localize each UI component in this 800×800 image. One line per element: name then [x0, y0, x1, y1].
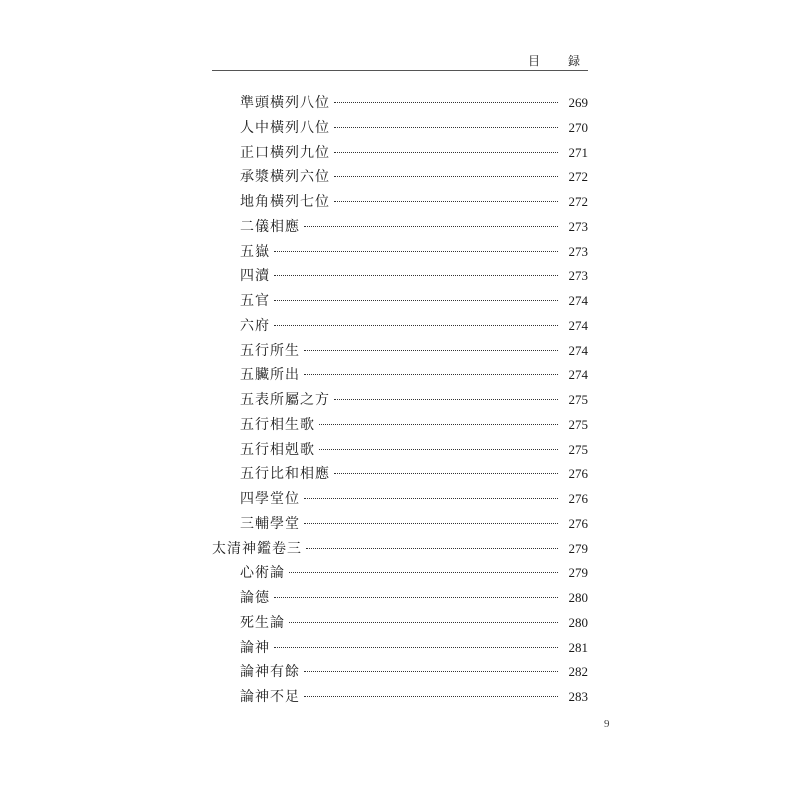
toc-entry-page: 270	[568, 119, 588, 135]
toc-entry	[212, 686, 588, 711]
toc-entry-page: 275	[568, 441, 588, 457]
dot-leader	[274, 275, 558, 276]
dot-leader	[334, 152, 558, 153]
toc-entry-title: 論神有餘	[240, 664, 300, 681]
toc-entry-page: 280	[568, 614, 588, 630]
toc-entry	[212, 364, 588, 389]
toc-entry-page: 274	[568, 342, 588, 358]
toc-entry-title: 死生論	[240, 614, 285, 631]
toc-entry-title: 準頭橫列八位	[240, 95, 330, 111]
toc-entry	[212, 463, 588, 488]
toc-entry	[212, 191, 588, 216]
toc-entry-title: 太清神鑑卷三	[212, 540, 302, 557]
toc-entry-page: 283	[568, 689, 588, 704]
toc-entry-title: 論神不足	[240, 689, 300, 705]
toc-entry	[212, 587, 588, 612]
dot-leader	[334, 102, 558, 103]
toc-entry-title: 五表所屬之方	[240, 392, 330, 408]
toc-entry	[212, 414, 588, 439]
dot-leader	[274, 251, 558, 252]
dot-leader	[289, 572, 558, 573]
toc-entry	[212, 488, 588, 513]
toc-entry-title: 五官	[240, 293, 270, 309]
toc-entry	[212, 340, 588, 365]
toc-entry-title: 四學堂位	[240, 491, 300, 507]
toc-entry-page: 279	[568, 565, 588, 581]
toc-entry-page: 276	[568, 466, 588, 482]
toc-entry-page: 269	[568, 95, 588, 110]
toc-entry-page: 274	[568, 317, 588, 333]
running-header: 目 録	[527, 54, 588, 68]
dot-leader	[319, 424, 558, 425]
dot-leader	[304, 374, 558, 375]
toc-entry-page: 273	[568, 218, 588, 234]
toc-entry-title: 二儀相應	[240, 218, 300, 235]
dot-leader	[319, 449, 558, 450]
toc-entry-title: 四瀆	[240, 268, 270, 285]
toc-entry	[212, 166, 588, 191]
toc-entry	[212, 315, 588, 340]
toc-entry	[212, 513, 588, 538]
dot-leader	[274, 300, 558, 301]
dot-leader	[274, 325, 558, 326]
toc-entry	[212, 538, 588, 563]
dot-leader	[304, 226, 558, 227]
dot-leader	[274, 647, 558, 648]
dot-leader	[289, 622, 558, 623]
toc-entry-page: 275	[568, 416, 588, 432]
dot-leader	[304, 696, 558, 697]
toc-entry-page: 272	[568, 169, 588, 185]
toc-entry-title: 五行所生	[240, 342, 300, 359]
toc-entry-title: 論德	[240, 590, 270, 606]
toc-entry	[212, 612, 588, 637]
table-of-contents	[212, 92, 588, 711]
toc-entry-page: 274	[568, 367, 588, 383]
toc-entry-page: 272	[568, 194, 588, 209]
dot-leader	[334, 399, 558, 400]
toc-entry-title: 五行相生歌	[240, 416, 315, 433]
toc-entry	[212, 637, 588, 662]
dot-leader	[304, 498, 558, 499]
toc-entry-page: 282	[568, 664, 588, 680]
toc-entry	[212, 661, 588, 686]
toc-entry	[212, 241, 588, 266]
page-number: 9	[604, 718, 610, 730]
dot-leader	[304, 523, 558, 524]
toc-entry-title: 五行比和相應	[240, 466, 330, 483]
toc-entry	[212, 389, 588, 414]
toc-entry-page: 276	[568, 515, 588, 531]
toc-entry-title: 五嶽	[240, 243, 270, 260]
toc-entry	[212, 562, 588, 587]
dot-leader	[304, 350, 558, 351]
dot-leader	[334, 176, 558, 177]
toc-entry-title: 心術論	[240, 565, 285, 582]
toc-entry	[212, 117, 588, 142]
toc-entry-page: 273	[568, 243, 588, 259]
toc-entry-title: 六府	[240, 317, 270, 334]
toc-entry	[212, 92, 588, 117]
toc-entry-page: 275	[568, 392, 588, 407]
toc-entry-title: 正口橫列九位	[240, 144, 330, 161]
toc-entry-page: 276	[568, 491, 588, 506]
toc-entry-title: 論神	[240, 639, 270, 656]
toc-entry-page: 281	[568, 639, 588, 655]
toc-entry-title: 承漿橫列六位	[240, 169, 330, 186]
toc-entry-title: 地角橫列七位	[240, 194, 330, 210]
toc-entry-page: 280	[568, 590, 588, 605]
toc-entry-title: 五行相剋歌	[240, 441, 315, 458]
toc-entry-page: 271	[568, 144, 588, 160]
toc-entry	[212, 142, 588, 167]
dot-leader	[334, 201, 558, 202]
dot-leader	[304, 671, 558, 672]
toc-entry	[212, 290, 588, 315]
toc-entry-page: 279	[568, 540, 588, 556]
toc-entry-page: 273	[568, 268, 588, 284]
toc-entry	[212, 216, 588, 241]
toc-entry-title: 五臟所出	[240, 367, 300, 384]
toc-entry-title: 人中橫列八位	[240, 119, 330, 136]
dot-leader	[306, 548, 558, 549]
dot-leader	[334, 473, 558, 474]
toc-entry	[212, 439, 588, 464]
dot-leader	[334, 127, 558, 128]
toc-entry	[212, 265, 588, 290]
header-rule	[212, 70, 588, 71]
toc-entry-title: 三輔學堂	[240, 515, 300, 532]
dot-leader	[274, 597, 558, 598]
toc-entry-page: 274	[568, 293, 588, 308]
